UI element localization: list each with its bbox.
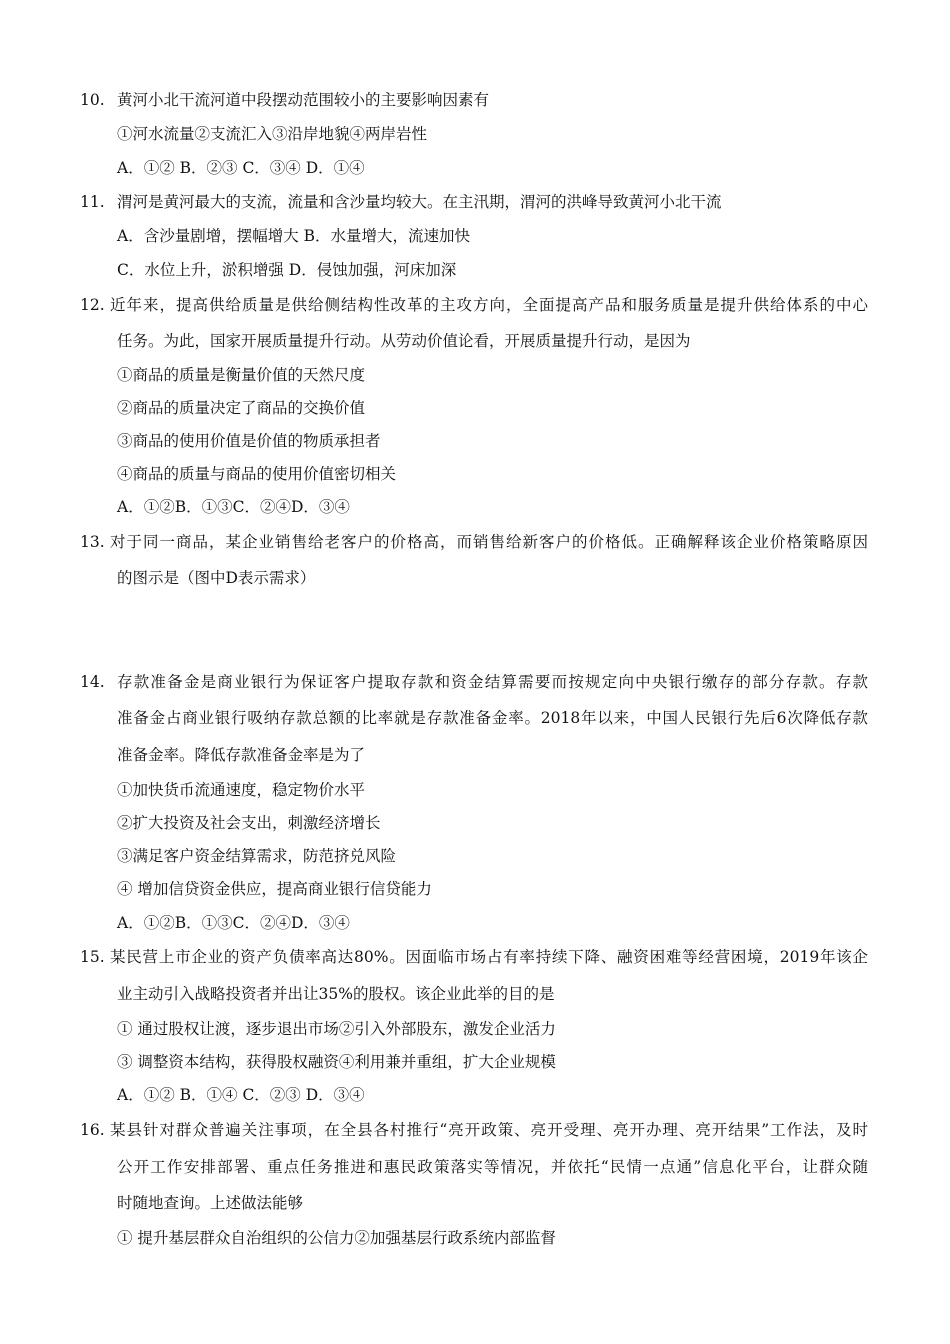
question-14-stem-line-1: 存款准备金是商业银行为保证客户提取存款和资金结算需要而按规定向中央银行缴存的部分存款。存款 — [117, 673, 868, 691]
question-13-stem-line-1: 对于同一商品，某企业销售给老客户的价格高，而销售给新客户的价格低。正确解释该企业价格策略原因 — [110, 533, 868, 551]
question-15-options: A．①② B．①④ C．②③ D．③④ — [117, 1086, 365, 1104]
question-14-options: A．①②B．①③C．②④D．③④ — [117, 914, 350, 932]
question-12-options: A．①②B．①③C．②④D．③④ — [117, 498, 350, 516]
question-12-statement-1: ①商品的质量是衡量价值的天然尺度 — [117, 366, 366, 384]
question-10-number: 10. — [80, 91, 105, 109]
question-16-statements-line-1: ① 提升基层群众自治组织的公信力②加强基层行政系统内部监督 — [117, 1229, 556, 1247]
question-16-stem-line-1: 某县针对群众普遍关注事项，在全县各村推行“亮开政策、亮开受理、亮开办理、亮开结果”工作法，及时 — [110, 1121, 868, 1139]
question-15-stem-line-1: 某民营上市企业的资产负债率高达80%。因面临市场占有率持续下降、融资困难等经营困境，2019年该企 — [110, 948, 868, 966]
question-11-number: 11. — [80, 193, 105, 211]
question-14-statement-2: ②扩大投资及社会支出，刺激经济增长 — [117, 814, 381, 832]
question-12-statement-2: ②商品的质量决定了商品的交换价值 — [117, 399, 366, 417]
question-15-statements-line-2: ③ 调整资本结构，获得股权融资④利用兼并重组，扩大企业规模 — [117, 1053, 556, 1071]
question-14-statement-4: ④ 增加信贷资金供应，提高商业银行信贷能力 — [117, 880, 432, 898]
question-14-stem-line-2: 准备金占商业银行吸纳存款总额的比率就是存款准备金率。2018年以来，中国人民银行先后6次降低存款 — [117, 709, 868, 727]
question-12-stem-line-2: 任务。为此，国家开展质量提升行动。从劳动价值论看，开展质量提升行动，是因为 — [117, 332, 691, 350]
question-16-number: 16. — [80, 1121, 105, 1139]
question-13-stem-line-2: 的图示是（图中D表示需求） — [117, 569, 316, 587]
question-15-statements-line-1: ① 通过股权让渡，逐步退出市场②引入外部股东，激发企业活力 — [117, 1020, 556, 1038]
question-12-number: 12. — [80, 296, 105, 314]
question-14-stem-line-3: 准备金率。降低存款准备金率是为了 — [117, 746, 366, 764]
question-13-number: 13. — [80, 533, 105, 551]
question-11-stem: 渭河是黄河最大的支流，流量和含沙量均较大。在主汛期，渭河的洪峰导致黄河小北干流 — [117, 193, 722, 211]
question-14-statement-3: ③满足客户资金结算需求，防范挤兑风险 — [117, 847, 397, 865]
question-16-stem-line-3: 时随地查询。上述做法能够 — [117, 1194, 304, 1212]
question-12-statement-3: ③商品的使用价值是价值的物质承担者 — [117, 432, 381, 450]
question-10-stem: 黄河小北干流河道中段摆动范围较小的主要影响因素有 — [117, 91, 490, 109]
question-11-options-line-1: A．含沙量剧增，摆幅增大 B．水量增大，流速加快 — [117, 227, 471, 245]
question-12-statement-4: ④商品的质量与商品的使用价值密切相关 — [117, 465, 397, 483]
question-15-number: 15. — [80, 948, 105, 966]
question-14-number: 14. — [80, 673, 105, 691]
question-15-stem-line-2: 业主动引入战略投资者并出让35%的股权。该企业此举的目的是 — [117, 985, 555, 1003]
question-11-options-line-2: C．水位上升，淤积增强 D．侵蚀加强，河床加深 — [117, 261, 457, 279]
question-10-statements: ①河水流量②支流汇入③沿岸地貌④两岸岩性 — [117, 125, 428, 143]
question-10-options: A．①② B．②③ C．③④ D．①④ — [117, 159, 365, 177]
question-16-stem-line-2: 公开工作安排部署、重点任务推进和惠民政策落实等情况，并依托“民情一点通”信息化平台，让群众随 — [117, 1158, 868, 1176]
question-12-stem-line-1: 近年来，提高供给质量是供给侧结构性改革的主攻方向，全面提高产品和服务质量是提升供给体系的中心 — [110, 296, 868, 314]
question-14-statement-1: ①加快货币流通速度，稳定物价水平 — [117, 781, 366, 799]
